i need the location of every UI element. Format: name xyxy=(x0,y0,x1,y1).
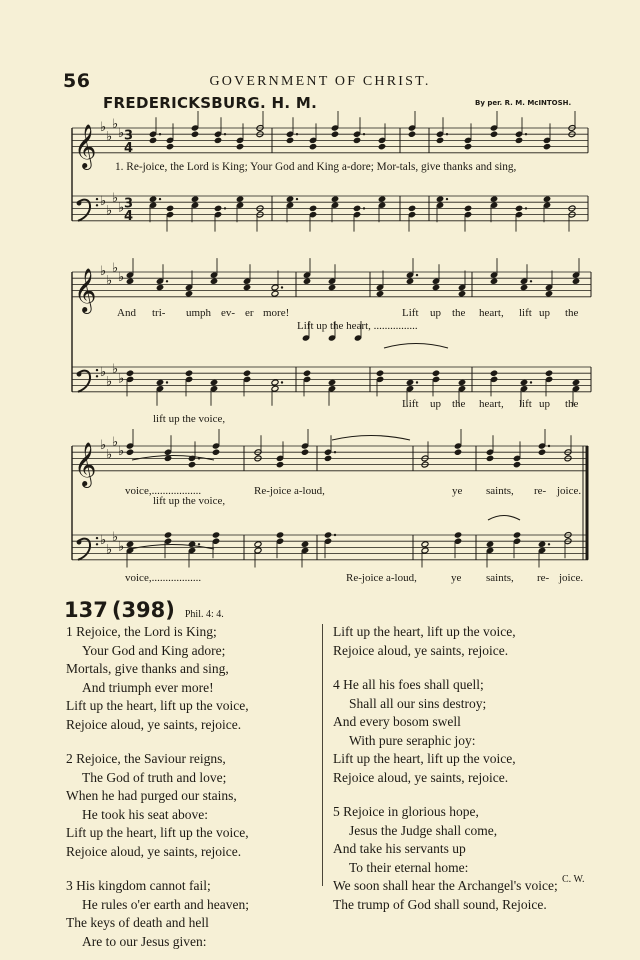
flat-sign: ♭ xyxy=(118,270,125,286)
bass-note xyxy=(378,196,386,203)
hymn-line: He took his seat above: xyxy=(82,806,208,822)
dot xyxy=(281,286,283,288)
bass-note xyxy=(513,532,521,539)
scripture-reference: Phil. 4: 4. xyxy=(184,609,224,620)
treble-note xyxy=(214,137,222,144)
bass-note xyxy=(191,196,199,203)
bass-note xyxy=(486,541,494,548)
flat-sign: ♭ xyxy=(118,444,125,460)
dot xyxy=(296,198,298,200)
flat-sign: ♭ xyxy=(100,120,107,135)
system2-bottom-lyric: lift up the voice, xyxy=(153,413,226,425)
lyric-syllable: joice. xyxy=(559,572,584,584)
hymn-line: Lift up the heart, lift up the voice, xyxy=(333,624,516,639)
slur xyxy=(332,436,410,441)
system3-mid-lyric: lift up the voice, xyxy=(153,495,226,507)
treble-note xyxy=(406,278,414,285)
time-signature-bottom: 4 xyxy=(124,140,134,156)
lyric-syllable: up xyxy=(539,307,550,319)
treble-note xyxy=(236,143,244,150)
hymn-line: 4 He all his foes shall quell; xyxy=(333,677,484,692)
hymn-line: Rejoice aloud, ye saints, rejoice. xyxy=(66,716,242,732)
bass-note xyxy=(543,196,551,203)
hymn-line: Mortals, give thanks and sing, xyxy=(66,661,229,676)
bass-clef-dot xyxy=(96,537,98,539)
treble-note xyxy=(324,455,332,462)
lyric-syllable: up xyxy=(430,398,441,410)
bass-clef-dot xyxy=(96,543,98,545)
bass-clef-dot xyxy=(96,375,98,377)
bass-note xyxy=(286,196,294,203)
treble-note xyxy=(353,137,361,144)
slur xyxy=(132,456,214,461)
lyric-syllable: ye xyxy=(452,485,463,497)
bass-note xyxy=(254,541,262,548)
bass-note xyxy=(185,370,193,377)
bass-note xyxy=(454,532,462,539)
hymn-line: The keys of death and hell xyxy=(66,915,209,930)
lyric-syllable: saints, xyxy=(486,485,514,497)
system1-lyrics: 1. Re-joice, the Lord is King; Your God and King a-dore; Mor-tals, give thanks and sing, xyxy=(115,161,517,173)
dot xyxy=(224,207,226,209)
treble-note xyxy=(149,137,157,144)
hymn-line: To their eternal home: xyxy=(349,859,469,875)
hymn-text-right-column xyxy=(333,623,558,914)
dot xyxy=(166,280,168,282)
system2-mid-lyric: Lift up the heart, ................ xyxy=(297,320,418,332)
hymn-line: 3 His kingdom cannot fail; xyxy=(66,878,211,893)
flat-sign: ♭ xyxy=(118,539,125,555)
time-signature-bottom: 4 xyxy=(124,208,134,224)
treble-note xyxy=(212,449,220,456)
stanza-gap xyxy=(333,787,558,803)
time-signature-top: 3 xyxy=(124,128,134,144)
bass-clef-dot xyxy=(96,204,98,206)
lyric-syllable: Lift xyxy=(402,307,419,319)
hymn-line: We soon shall hear the Archangel's voice; xyxy=(333,878,558,893)
lyric-syllable: lift xyxy=(519,398,532,410)
lyric-syllable: saints, xyxy=(486,572,514,584)
treble-note xyxy=(408,131,416,138)
bass-note xyxy=(301,541,309,548)
bass-note xyxy=(324,532,332,539)
treble-note xyxy=(301,449,309,456)
hymn-line: And triumph ever more! xyxy=(82,679,214,695)
dot xyxy=(446,133,448,135)
bass-note xyxy=(572,379,580,386)
flat-sign: ♭ xyxy=(100,365,107,381)
hymn-line: Shall all our sins destroy; xyxy=(349,695,487,711)
stanza-gap xyxy=(66,861,249,877)
bass-note xyxy=(331,196,339,203)
treble-note xyxy=(271,290,279,297)
treble-note xyxy=(454,449,462,456)
bass-note xyxy=(406,379,414,386)
treble-note xyxy=(210,278,218,285)
composer-credit: By per. R. M. McINTOSH. xyxy=(475,99,572,107)
bass-note xyxy=(464,205,472,212)
bass-note xyxy=(545,370,553,377)
hymn-line: And take his servants up xyxy=(333,841,466,856)
hymn-line: 1 Rejoice, the Lord is King; xyxy=(66,624,217,639)
lyric-syllable: ev- xyxy=(221,307,236,319)
hymn-line: Lift up the heart, lift up the voice, xyxy=(66,825,249,840)
dot xyxy=(530,280,532,282)
flat-sign: ♭ xyxy=(106,447,113,463)
treble-note xyxy=(191,131,199,138)
treble-note xyxy=(490,131,498,138)
lyric-syllable: the xyxy=(452,307,466,319)
dot xyxy=(159,198,161,200)
treble-note xyxy=(436,137,444,144)
bass-note xyxy=(156,379,164,386)
lyric-syllable: And xyxy=(117,307,136,319)
bass-note xyxy=(214,205,222,212)
treble-note xyxy=(543,143,551,150)
bass-clef-dot xyxy=(96,369,98,371)
treble-note xyxy=(166,143,174,150)
bass-note xyxy=(408,205,416,212)
bass-clef-dot xyxy=(77,540,82,545)
bass-note xyxy=(376,370,384,377)
treble-note xyxy=(432,284,440,291)
bass-note xyxy=(353,205,361,212)
treble-note xyxy=(538,449,546,456)
tune-name: FREDERICKSBURG. H. M. xyxy=(103,94,318,112)
flat-sign: ♭ xyxy=(106,374,113,390)
dot xyxy=(224,133,226,135)
treble-note xyxy=(545,290,553,297)
hymn-line: With pure seraphic joy: xyxy=(349,732,476,748)
hymn-line: The God of truth and love; xyxy=(82,769,227,785)
flat-sign: ♭ xyxy=(112,191,119,207)
bass-note xyxy=(276,532,284,539)
treble-note xyxy=(126,449,134,456)
lyric-syllable: Lift xyxy=(402,398,419,410)
treble-clef: 𝄞 xyxy=(74,123,97,168)
lyric-syllable: more! xyxy=(263,307,290,319)
lyric-syllable: the xyxy=(565,307,579,319)
flat-sign: ♭ xyxy=(112,260,119,276)
flat-sign: ♭ xyxy=(112,434,119,450)
bass-note xyxy=(328,379,336,386)
flat-sign: ♭ xyxy=(106,542,113,558)
stanza-gap xyxy=(66,734,249,750)
flat-sign: ♭ xyxy=(106,273,113,289)
dot xyxy=(159,133,161,135)
column-divider xyxy=(322,624,323,886)
hymn-line: When he had purged our stains, xyxy=(66,788,237,803)
flat-sign: ♭ xyxy=(106,129,113,145)
lyric-syllable: re- xyxy=(534,485,547,497)
treble-note xyxy=(378,143,386,150)
dot xyxy=(446,198,448,200)
hymn-line: Are to our Jesus given: xyxy=(82,933,207,949)
bass-note xyxy=(188,541,196,548)
bass-note xyxy=(164,532,172,539)
lyric-syllable: heart, xyxy=(479,307,504,319)
hymn-line: Rejoice aloud, ye saints, rejoice. xyxy=(333,769,509,785)
dot xyxy=(416,274,418,276)
bass-clef-dot xyxy=(77,372,82,377)
page-number: 56 xyxy=(63,70,91,92)
dot xyxy=(334,534,336,536)
treble-note xyxy=(243,284,251,291)
bass-note xyxy=(515,205,523,212)
treble-clef: 𝄞 xyxy=(74,441,97,486)
treble-note xyxy=(331,131,339,138)
dot xyxy=(281,381,283,383)
flat-sign: ♭ xyxy=(100,438,107,453)
bass-note xyxy=(303,370,311,377)
running-title: GOVERNMENT OF CHRIST. xyxy=(209,74,431,89)
bass-note xyxy=(126,541,134,548)
treble-note xyxy=(276,461,284,468)
hymn-alt-number: (398) xyxy=(111,598,175,622)
hymn-line: Rejoice aloud, ye saints, rejoice. xyxy=(66,843,242,859)
flat-sign: ♭ xyxy=(106,203,113,219)
bass-note xyxy=(236,196,244,203)
bass-note xyxy=(421,541,429,548)
treble-note xyxy=(286,137,294,144)
dot xyxy=(296,133,298,135)
flat-sign: ♭ xyxy=(118,371,125,387)
bass-note xyxy=(149,196,157,203)
hymn-text-left-column xyxy=(66,623,249,951)
slur xyxy=(130,545,214,550)
treble-note xyxy=(458,290,466,297)
dot xyxy=(530,381,532,383)
lyric-syllable: joice. xyxy=(557,485,582,497)
dot xyxy=(363,133,365,135)
flat-sign: ♭ xyxy=(112,362,119,378)
hymn-number: 137 xyxy=(64,598,108,622)
bass-note xyxy=(210,379,218,386)
bass-note xyxy=(490,370,498,377)
hymn-line: Your God and King adore; xyxy=(82,642,226,658)
treble-note xyxy=(513,461,521,468)
lyric-syllable: the xyxy=(565,398,579,410)
treble-note xyxy=(515,137,523,144)
bass-note xyxy=(436,196,444,203)
stanza-gap xyxy=(333,660,558,676)
treble-note xyxy=(328,284,336,291)
treble-note xyxy=(490,278,498,285)
lyric-syllable: er xyxy=(245,307,254,319)
treble-note xyxy=(520,284,528,291)
treble-note xyxy=(486,455,494,462)
treble-note xyxy=(156,284,164,291)
treble-note xyxy=(464,143,472,150)
bass-note xyxy=(490,196,498,203)
hymn-line: 5 Rejoice in glorious hope, xyxy=(333,804,479,819)
bass-note xyxy=(271,379,279,386)
dot xyxy=(525,133,527,135)
flat-sign: ♭ xyxy=(112,116,119,132)
dot xyxy=(334,451,336,453)
slur xyxy=(384,344,448,349)
hymn-heading xyxy=(64,598,224,622)
treble-note xyxy=(303,278,311,285)
bass-clef-dot xyxy=(96,198,98,200)
bass-note xyxy=(126,370,134,377)
bass-note xyxy=(243,370,251,377)
bass-note xyxy=(538,541,546,548)
dot xyxy=(525,207,527,209)
hymn-line: And every bosom swell xyxy=(333,714,461,729)
bass-note xyxy=(166,205,174,212)
bass-note xyxy=(432,370,440,377)
flat-sign: ♭ xyxy=(118,200,125,216)
hymn-line: The trump of God shall sound, Rejoice. xyxy=(333,896,547,912)
lyric-syllable: lift xyxy=(519,307,532,319)
treble-note xyxy=(126,278,134,285)
bass-note xyxy=(458,379,466,386)
dot xyxy=(548,445,550,447)
lyric-syllable: Re-joice a-loud, xyxy=(346,572,417,584)
hymn-line: He rules o'er earth and heaven; xyxy=(82,896,249,912)
treble-clef: 𝄞 xyxy=(74,267,97,312)
lyric-syllable: heart, xyxy=(479,398,504,410)
treble-note xyxy=(185,290,193,297)
treble-note xyxy=(188,461,196,468)
slur xyxy=(488,516,520,521)
bass-note xyxy=(309,205,317,212)
lyric-syllable: up xyxy=(430,307,441,319)
dot xyxy=(548,543,550,545)
flat-sign: ♭ xyxy=(100,194,107,210)
hymn-line: Lift up the heart, lift up the voice, xyxy=(333,751,516,766)
flat-sign: ♭ xyxy=(118,126,125,142)
flat-sign: ♭ xyxy=(100,264,107,279)
lyric-syllable: up xyxy=(539,398,550,410)
lyric-syllable: tri- xyxy=(152,307,166,319)
flat-sign: ♭ xyxy=(112,530,119,546)
bass-clef-dot xyxy=(77,201,82,206)
dot xyxy=(416,381,418,383)
lyric-syllable: Re-joice a-loud, xyxy=(254,485,325,497)
lyric-syllable: umph xyxy=(186,307,212,319)
hymn-line: Jesus the Judge shall come, xyxy=(349,822,498,838)
lyric-syllable: the xyxy=(452,398,466,410)
dot xyxy=(363,207,365,209)
dot xyxy=(166,381,168,383)
hymn-line: Rejoice aloud, ye saints, rejoice. xyxy=(333,642,509,658)
dot xyxy=(198,543,200,545)
lyric-syllable: re- xyxy=(537,572,550,584)
flat-sign: ♭ xyxy=(100,533,107,549)
treble-note xyxy=(376,290,384,297)
treble-note xyxy=(572,278,580,285)
lyric-syllable: voice,.................. xyxy=(125,485,202,497)
hymn-line: Lift up the heart, lift up the voice, xyxy=(66,698,249,713)
lyric-syllable: ye xyxy=(451,572,462,584)
lyric-syllable: voice,.................. xyxy=(125,572,202,584)
treble-note xyxy=(309,143,317,150)
bass-note xyxy=(212,532,220,539)
time-signature-top: 3 xyxy=(124,196,134,212)
hymn-line: 2 Rejoice, the Saviour reigns, xyxy=(66,751,226,766)
author-initials: C. W. xyxy=(562,874,585,885)
bass-note xyxy=(520,379,528,386)
